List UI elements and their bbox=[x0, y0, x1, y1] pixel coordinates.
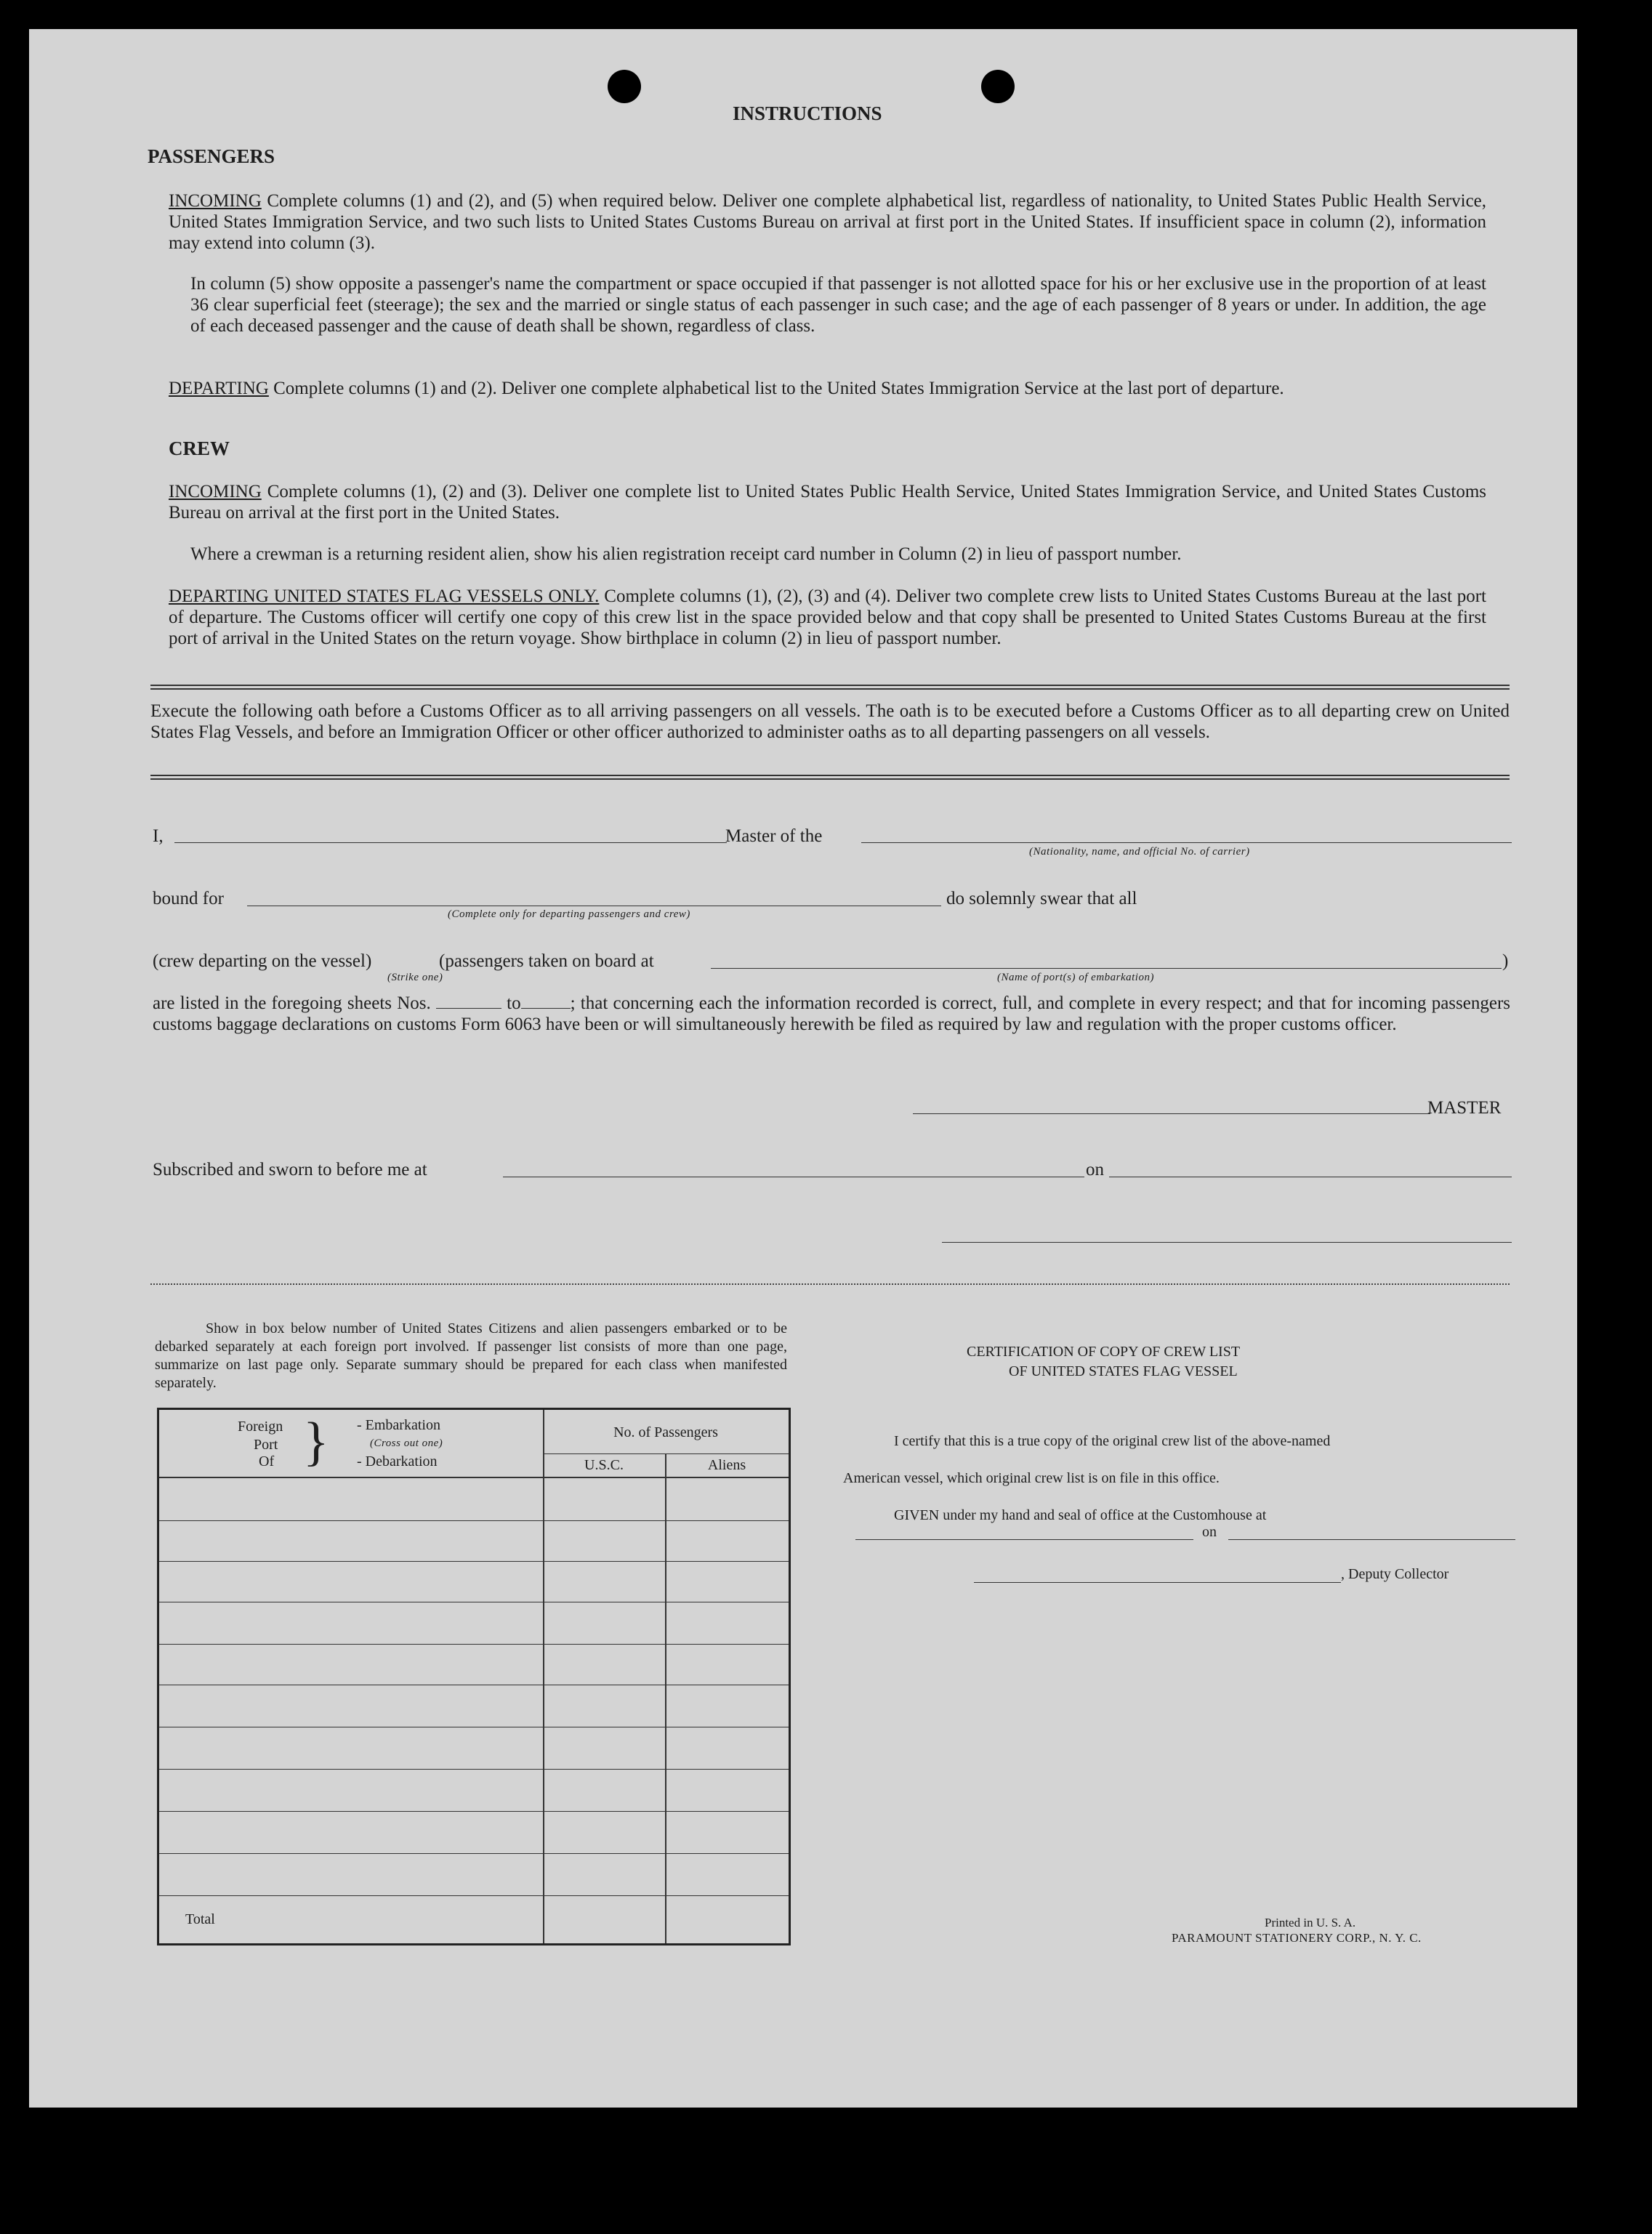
certification-title-1: CERTIFICATION OF COPY OF CREW LIST bbox=[967, 1344, 1241, 1360]
sheet-to-field[interactable] bbox=[521, 1008, 571, 1009]
master-name-field[interactable] bbox=[174, 842, 727, 843]
oath-i-label: I, bbox=[153, 826, 164, 846]
crew-departing-text: Complete columns (1), (2), (3) and (4). Deliver two complete crew lists to United States Customs Bureau at the last port of departure. The Customs officer will certify one copy of this crew list in the space provided below and that copy shall be presented to United States Customs Bureau at the first port of arrival in the United States on the return voyage. Show birthplace in column (2) in lieu of passport number. bbox=[169, 586, 1487, 648]
divider-top-2 bbox=[150, 688, 1510, 690]
passengers-incoming-block bbox=[169, 190, 1486, 254]
certification-title-2: OF UNITED STATES FLAG VESSEL bbox=[1009, 1363, 1238, 1379]
printer-line-1: Printed in U. S. A. bbox=[1265, 1916, 1356, 1929]
divider-mid-1 bbox=[150, 775, 1510, 776]
listed-text-b: ; that concerning each the information recorded is correct, full, and complete in every respect; and that for incoming passengers customs baggage declarations on customs Form 6063 have been or will simultaneously herewith be filed as required by law and regulation with the proper customs officer. bbox=[153, 993, 1511, 1034]
oath-master-of-label: Master of the bbox=[725, 826, 823, 846]
table-row-divider bbox=[159, 1853, 789, 1854]
punch-hole-right bbox=[981, 70, 1015, 103]
form-sheet bbox=[29, 29, 1577, 2108]
certification-line-1: I certify that this is a true copy of the original crew list of the above-named bbox=[894, 1433, 1331, 1449]
carrier-field[interactable] bbox=[861, 842, 1512, 843]
listed-text-a: are listed in the foregoing sheets Nos. bbox=[153, 993, 431, 1013]
passengers-incoming-label: INCOMING bbox=[169, 191, 262, 211]
crew-heading: CREW bbox=[169, 437, 230, 459]
total-label: Total bbox=[185, 1911, 215, 1927]
deputy-signature-field[interactable] bbox=[974, 1582, 1341, 1583]
listed-to-label: to bbox=[507, 993, 521, 1013]
passengers-incoming-text: Complete columns (1) and (2), and (5) when required below. Deliver one complete alphabetical list, regardless of nationality, to United States Public Health Service, United States Immigration Service, and two such lists to United States Customs Bureau on arrival at first port in the United States. If insufficient space in column (2), information may extend into column (3). bbox=[169, 191, 1487, 253]
passengers-column5-text: In column (5) show opposite a passenger's name the compartment or space occupied if that passenger is not allotted space for his or her exclusive use in the proportion of at least 36 clear superficial feet (steerage); the sex and the married or single status of each passenger in such case; and the age of each passenger of 8 years or under. In addition, the age of each deceased passenger and the cause of death shall be shown, regardless of class. bbox=[190, 274, 1486, 336]
table-row-divider bbox=[159, 1811, 789, 1812]
table-row-divider bbox=[159, 1895, 789, 1896]
crew-departing-label: DEPARTING UNITED STATES FLAG VESSELS ONLY. bbox=[169, 586, 600, 606]
summary-instructions: Show in box below number of United States Citizens and alien passengers embarked or to be debarked separately at each foreign port involved. If passenger list consists of more than one page, summarize on last page only. Separate summary should be prepared for each class when manifested separately. bbox=[155, 1320, 787, 1391]
deputy-collector-label: , Deputy Collector bbox=[1341, 1566, 1449, 1582]
header-port: Port bbox=[254, 1437, 278, 1453]
col-divider-1 bbox=[543, 1410, 544, 1943]
passengers-heading: PASSENGERS bbox=[148, 145, 275, 167]
master-label: MASTER bbox=[1427, 1098, 1502, 1118]
oath-solemnly-label: do solemnly swear that all bbox=[946, 889, 1137, 908]
nationality-caption: (Nationality, name, and official No. of carrier) bbox=[1029, 846, 1250, 858]
passengers-column5-block bbox=[190, 273, 1486, 336]
header-usc: U.S.C. bbox=[584, 1457, 624, 1473]
ports-caption: (Name of port(s) of embarkation) bbox=[997, 972, 1154, 983]
table-row-divider bbox=[159, 1644, 789, 1645]
certification-line-2: American vessel, which original crew list is on file in this office. bbox=[843, 1470, 1220, 1486]
header-no-passengers: No. of Passengers bbox=[613, 1424, 718, 1440]
brace-icon: } bbox=[303, 1412, 329, 1472]
certification-date-field[interactable] bbox=[1228, 1539, 1515, 1540]
divider-mid-2 bbox=[150, 778, 1510, 780]
passenger-summary-table bbox=[157, 1408, 791, 1945]
subscribed-label: Subscribed and sworn to before me at bbox=[153, 1160, 427, 1179]
strike-one-caption: (Strike one) bbox=[387, 972, 443, 983]
header-aliens: Aliens bbox=[707, 1457, 746, 1473]
oath-bound-for-label: bound for bbox=[153, 889, 224, 908]
master-signature-field[interactable] bbox=[913, 1113, 1430, 1114]
header-foreign: Foreign bbox=[238, 1419, 283, 1435]
customhouse-location-field[interactable] bbox=[855, 1539, 1193, 1540]
oath-intro: Execute the following oath before a Customs Officer as to all arriving passengers on all vessels. The oath is to be executed before a Customs Officer as to all departing crew on United States Flag Vessels, and before an Immigration Officer or other officer authorized to administer oaths as to all departing passengers on all vessels. bbox=[150, 701, 1510, 742]
crew-incoming-label: INCOMING bbox=[169, 482, 262, 501]
officer-signature-field[interactable] bbox=[942, 1242, 1512, 1243]
certification-line-3: GIVEN under my hand and seal of office at the Customhouse at bbox=[894, 1507, 1267, 1523]
header-sub-divider bbox=[543, 1453, 789, 1454]
header-debarkation: - Debarkation bbox=[357, 1453, 438, 1469]
header-of: Of bbox=[259, 1453, 275, 1469]
table-row-divider bbox=[159, 1769, 789, 1770]
printer-line-2: PARAMOUNT STATIONERY CORP., N. Y. C. bbox=[1172, 1931, 1422, 1945]
header-cross-out: (Cross out one) bbox=[370, 1437, 443, 1449]
table-row-divider bbox=[159, 1520, 789, 1521]
oath-listed-block bbox=[153, 993, 1510, 1035]
crew-resident-alien-text: Where a crewman is a returning resident alien, show his alien registration receipt card number in Column (2) in lieu of passport number. bbox=[190, 544, 1182, 564]
header-bottom-divider bbox=[159, 1477, 789, 1478]
table-row-divider bbox=[159, 1561, 789, 1562]
divider-lower bbox=[150, 1283, 1510, 1285]
header-embarkation: - Embarkation bbox=[357, 1417, 440, 1433]
passengers-departing-block bbox=[169, 378, 1486, 399]
col-divider-2 bbox=[665, 1453, 666, 1943]
instructions-title: INSTRUCTIONS bbox=[733, 102, 882, 124]
close-paren: ) bbox=[1502, 951, 1509, 971]
sheet-from-field[interactable] bbox=[436, 1008, 501, 1009]
passengers-departing-text: Complete columns (1) and (2). Deliver one complete alphabetical list to the United States Immigration Service at the last port of departure. bbox=[273, 379, 1284, 398]
complete-only-caption: (Complete only for departing passengers and crew) bbox=[448, 908, 690, 920]
certification-on-label: on bbox=[1202, 1524, 1217, 1540]
sworn-on-label: on bbox=[1086, 1160, 1104, 1179]
crew-departing-option: (crew departing on the vessel) bbox=[153, 951, 372, 971]
crew-departing-block bbox=[169, 586, 1486, 649]
crew-incoming-text: Complete columns (1), (2) and (3). Deliver one complete list to United States Public Health Service, United States Immigration Service, and United States Customs Bureau on arrival at the first port in the United States. bbox=[169, 482, 1486, 523]
divider-top-1 bbox=[150, 685, 1510, 686]
embarkation-ports-field[interactable] bbox=[711, 968, 1502, 969]
crew-incoming-block bbox=[169, 481, 1486, 523]
crew-resident-alien-block bbox=[190, 544, 1486, 565]
passengers-departing-label: DEPARTING bbox=[169, 379, 269, 398]
passengers-taken-option: (passengers taken on board at bbox=[439, 951, 654, 971]
punch-hole-left bbox=[608, 70, 641, 103]
